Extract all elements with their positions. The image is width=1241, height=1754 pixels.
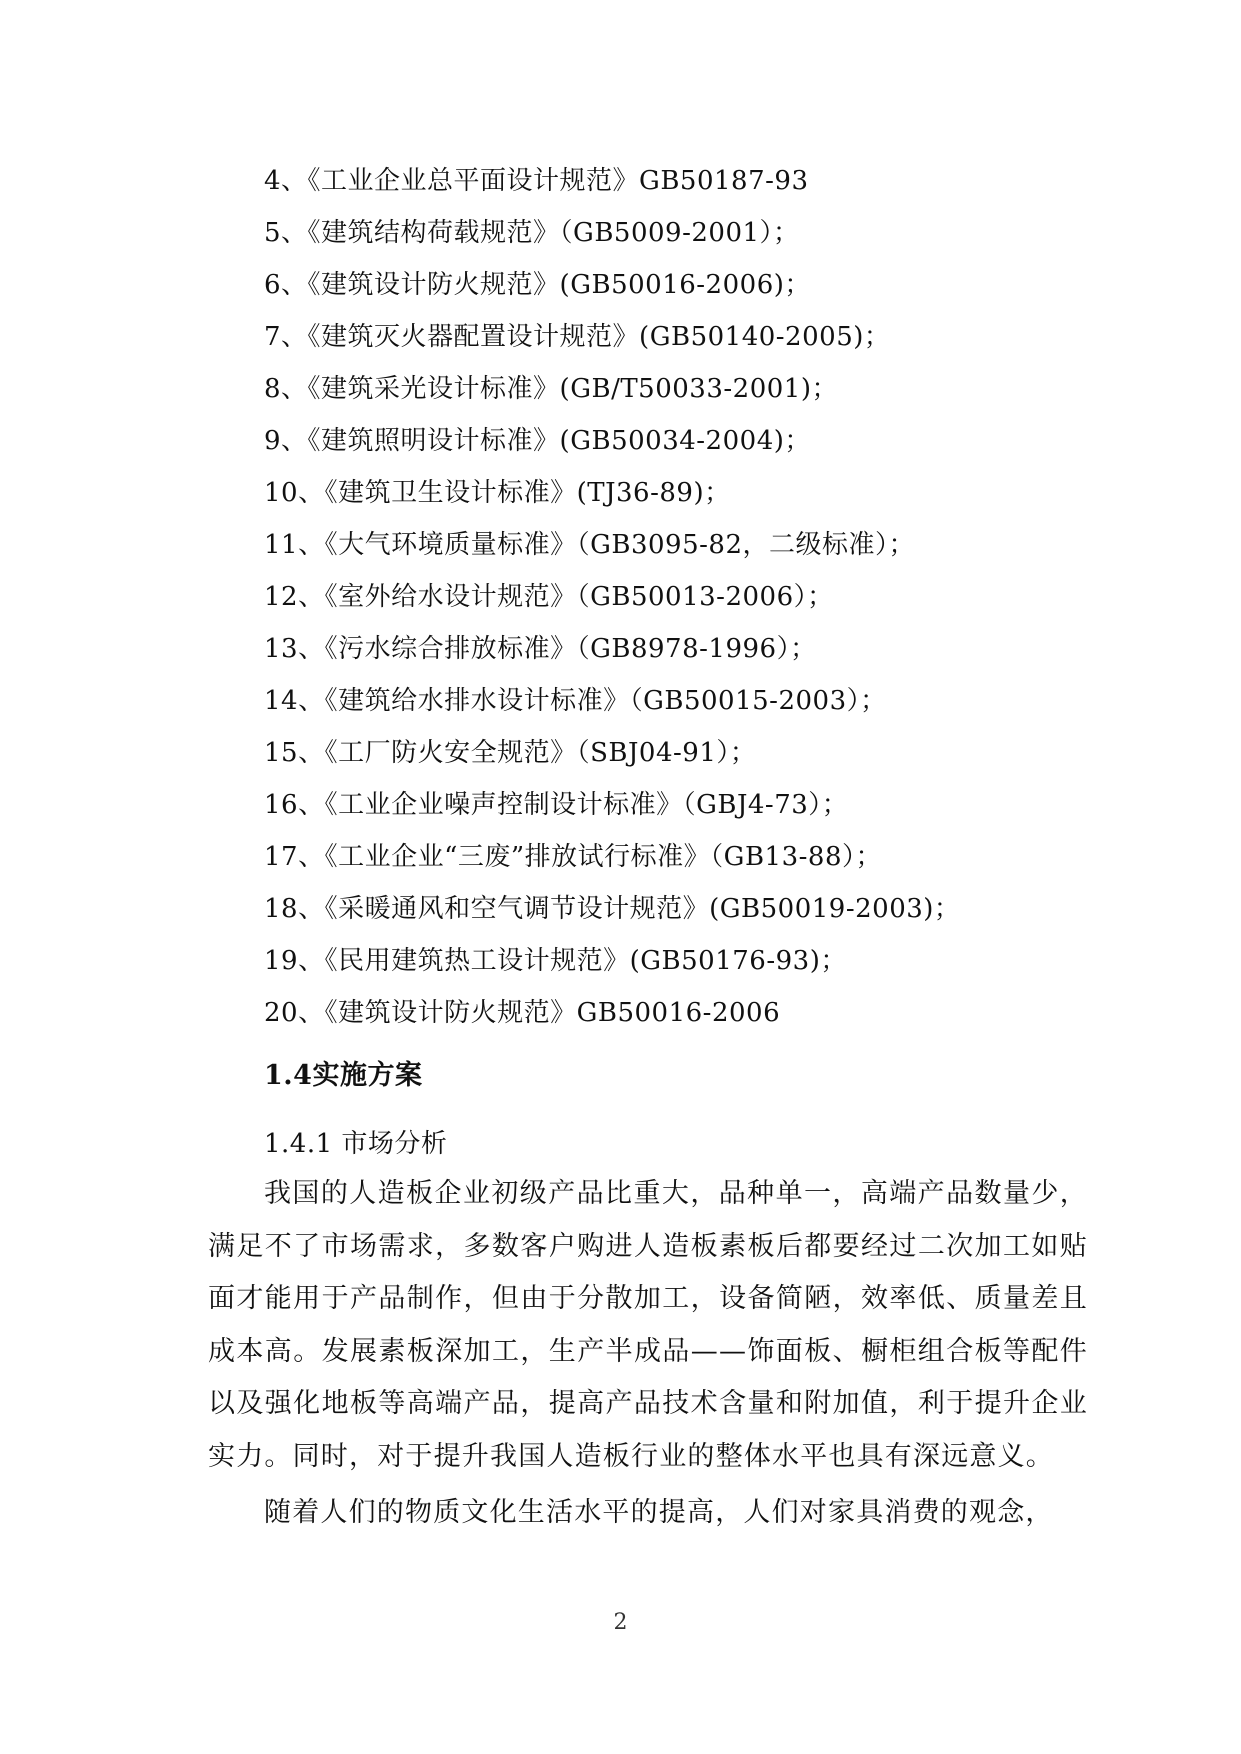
reference-text: 《室外给水设计规范》（GB50013-2006）；: [324, 582, 834, 612]
reference-item: [264, 935, 1164, 987]
reference-number: 6、: [264, 270, 308, 300]
reference-text: 《建筑照明设计标准》(GB50034-2004)；: [307, 426, 811, 456]
reference-text: 《建筑卫生设计标准》(TJ36-89)；: [324, 478, 731, 508]
reference-item: [264, 831, 1164, 883]
reference-item: [264, 675, 1164, 727]
paragraph: 随着人们的物质文化生活水平的提高，人们对家具消费的观念，: [264, 1497, 1054, 1528]
reference-item: [264, 155, 1164, 207]
reference-item: [264, 311, 1164, 363]
reference-text: 《工厂防火安全规范》（SBJ04-91）；: [324, 738, 757, 768]
reference-text: 《工业企业噪声控制设计标准》（GBJ4-73）；: [324, 790, 849, 820]
reference-list: [264, 155, 1164, 1039]
reference-number: 13、: [264, 634, 325, 664]
reference-number: 18、: [264, 894, 325, 924]
reference-item: [264, 883, 1164, 935]
reference-text: 《工业企业总平面设计规范》GB50187-93: [307, 166, 809, 196]
reference-number: 17、: [264, 842, 325, 872]
reference-number: 7、: [264, 322, 308, 352]
reference-item: [264, 363, 1164, 415]
reference-text: 《建筑采光设计标准》(GB/T50033-2001)；: [307, 374, 838, 404]
reference-number: 9、: [264, 426, 308, 456]
reference-number: 12、: [264, 582, 325, 612]
reference-number: 20、: [264, 998, 325, 1028]
reference-item: [264, 779, 1164, 831]
reference-number: 4、: [264, 166, 308, 196]
reference-number: 5、: [264, 218, 308, 248]
section-heading: 1.4实施方案: [264, 1060, 423, 1091]
reference-item: [264, 727, 1164, 779]
reference-number: 15、: [264, 738, 325, 768]
reference-text: 《建筑灭火器配置设计规范》(GB50140-2005)；: [307, 322, 891, 352]
reference-text: 《建筑结构荷载规范》（GB5009-2001）；: [307, 218, 800, 248]
reference-text: 《污水综合排放标准》（GB8978-1996）；: [324, 634, 817, 664]
reference-item: [264, 987, 1164, 1039]
reference-text: 《建筑设计防火规范》(GB50016-2006)；: [307, 270, 811, 300]
reference-item: [264, 415, 1164, 467]
reference-item: [264, 207, 1164, 259]
reference-item: [264, 467, 1164, 519]
reference-text: 《大气环境质量标准》（GB3095-82，二级标准）；: [324, 530, 916, 560]
body-text: [208, 1168, 1088, 1540]
reference-number: 11、: [264, 530, 325, 560]
reference-text: 《采暖通风和空气调节设计规范》(GB50019-2003)；: [324, 894, 961, 924]
reference-item: [264, 259, 1164, 311]
paragraph: 我国的人造板企业初级产品比重大，品种单一，高端产品数量少，满足不了市场需求，多数客户购进人造板素板后都要经过二次加工如贴面才能用于产品制作，但由于分散加工，设备简陋，效率低、质量差且成本高。发展素板深加工，生产半成品——饰面板、橱柜组合板等配件以及强化地板等高端产品，提高产品技术含量和附加值，利于提升企业实力。同时，对于提升我国人造板行业的整体水平也具有深远意义。: [208, 1178, 1088, 1472]
reference-item: [264, 571, 1164, 623]
reference-text: 《建筑给水排水设计标准》（GB50015-2003）；: [324, 686, 887, 716]
reference-number: 10、: [264, 478, 325, 508]
subsection-heading: 1.4.1 市场分析: [264, 1129, 448, 1159]
reference-text: 《民用建筑热工设计规范》(GB50176-93)；: [324, 946, 847, 976]
reference-number: 19、: [264, 946, 325, 976]
reference-text: 《工业企业“三废”排放试行标准》（GB13-88）；: [324, 842, 883, 872]
page-number: 2: [613, 1610, 628, 1635]
reference-text: 《建筑设计防火规范》GB50016-2006: [324, 998, 781, 1028]
reference-number: 16、: [264, 790, 325, 820]
reference-number: 14、: [264, 686, 325, 716]
reference-item: [264, 519, 1164, 571]
reference-number: 8、: [264, 374, 308, 404]
reference-item: [264, 623, 1164, 675]
